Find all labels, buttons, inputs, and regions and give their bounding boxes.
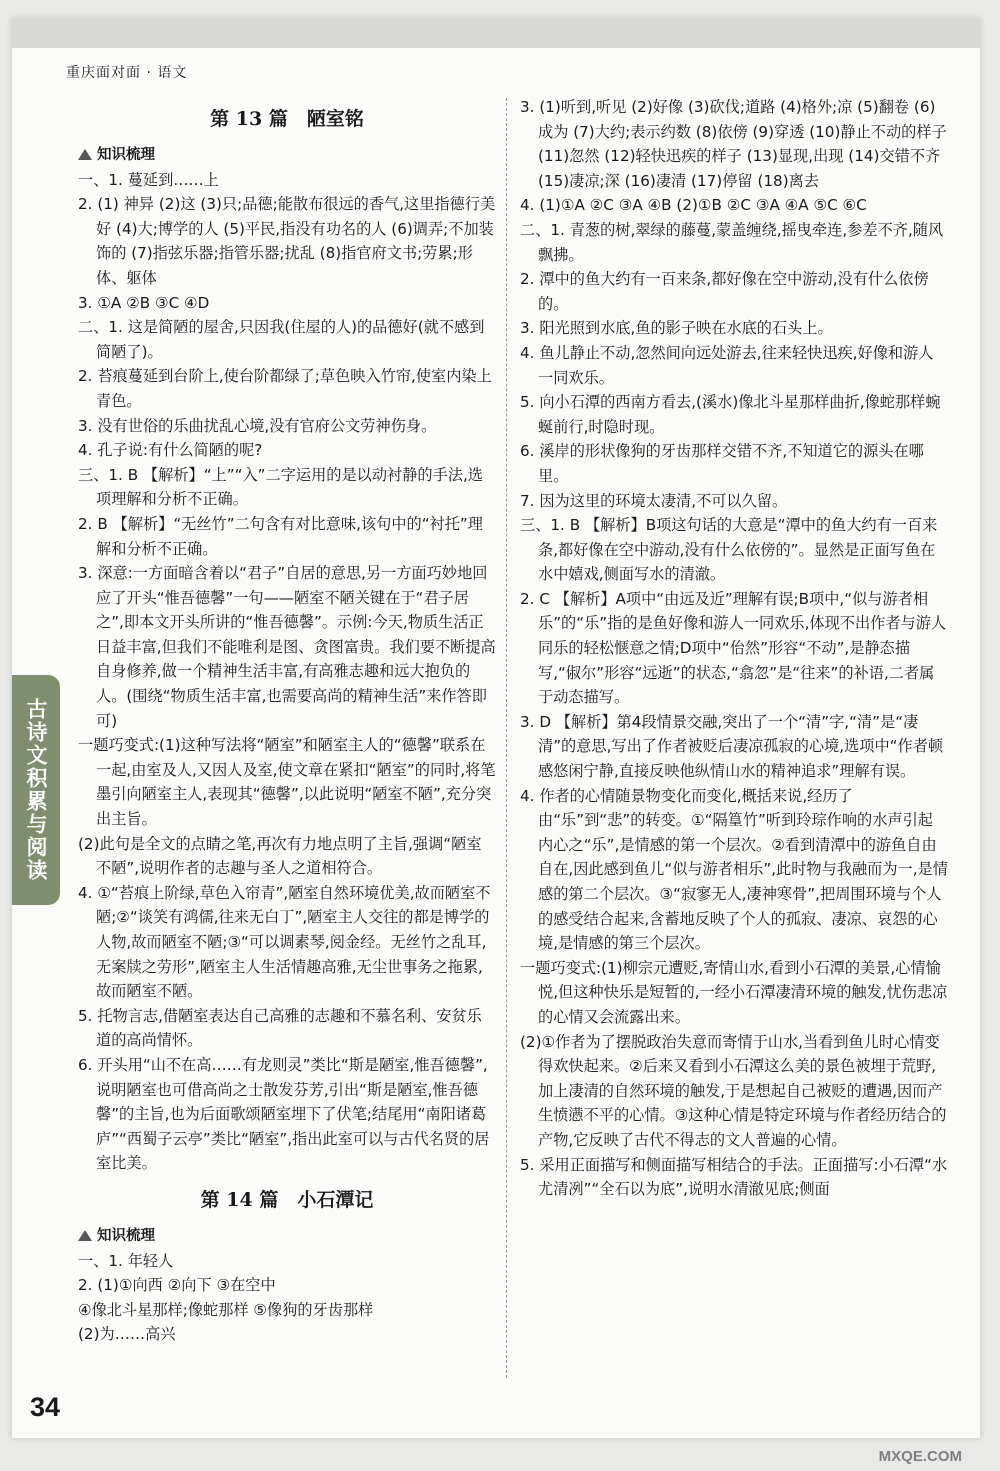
answer-line: 5. 向小石潭的西南方看去,(溪水)像北斗星那样曲折,像蛇那样蜿蜒前行,时隐时现。: [520, 393, 941, 436]
triangle-icon: [78, 149, 92, 160]
answer-line: 3. 深意:一方面暗含着以“君子”自居的意思,另一方面巧妙地回应了开头“惟吾德馨”一句——陋室不陋关键在于“君子居之”,即本文开头所讲的“惟吾德馨”。示例:今天,物质生活正日益丰富,但我们不能唯利是图、贪图富贵。我们要不断提高自身修养,做一个精神生活丰富,有高雅志趣和远大抱负的人。(围绕“物质生活丰富,也需要高尚的精神生活”来作答即可): [78, 564, 496, 730]
answer-line: 三、1. B 【解析】“上”“入”二字运用的是以动衬静的手法,选项理解和分析不正确。: [78, 465, 483, 509]
answer-line: 4. (1)①A ②C ③A ④B (2)①B ②C ③A ④A ⑤C ⑥C: [520, 196, 867, 215]
answer-line: 一、1. 蔓延到……上: [78, 170, 219, 189]
answer-line: 二、1. 青葱的树,翠绿的藤蔓,蒙盖缠绕,摇曳牵连,参差不齐,随风飘拂。: [520, 220, 944, 264]
answer-line: (2)①作者为了摆脱政治失意而寄情于山水,当看到鱼儿时心情变得欢快起来。②后来又看到小石潭这么美的景色被埋于荒野,加上凄清的自然环境的触发,于是想起自己被贬的遭遇,因而产生愤懑不平的心情。③这种心情是特定环境与作者经历结合的产物,它反映了古代不得志的文人普遍的心情。: [520, 1032, 947, 1149]
answer-line: 3. D 【解析】第4段情景交融,突出了一个“清”字,“清”是“凄清”的意思,写出了作者被贬后凄凉孤寂的心境,选项中“作者顿感悠闲宁静,直接反映他纵情山水的精神追求”理解有误。: [520, 712, 944, 781]
top-band: [12, 18, 980, 48]
running-header: 重庆面对面 · 语文: [66, 65, 188, 81]
right-answers: [520, 95, 948, 1202]
side-tab: 古诗文积累与阅读: [12, 675, 60, 905]
answer-line: 2. (1) 神异 (2)这 (3)只;品德;能散布很远的香气,这里指德行美好 (4)大;博学的人 (5)平民,指没有功名的人 (6)调弄;不加装饰的 (7)指弦乐器;指管乐器;扰乱 (8)指官府文书;劳累;形体、躯体: [78, 195, 496, 287]
answer-line: 2. B 【解析】“无丝竹”二句含有对比意味,该句中的“衬托”理解和分析不正确。: [78, 514, 483, 558]
answer-line: 6. 溪岸的形状像狗的牙齿那样交错不齐,不知道它的源头在哪里。: [520, 442, 924, 485]
answer-line: 3. 没有世俗的乐曲扰乱心境,没有官府公文劳神伤身。: [78, 416, 437, 435]
section-heading: 知识梳理: [78, 143, 496, 168]
answer-line: 4. 孔子说:有什么简陋的呢?: [78, 441, 263, 460]
answer-line: 3. (1)听到,听见 (2)好像 (3)砍伐;道路 (4)格外;凉 (5)翻卷 (6)成为 (7)大约;表示约数 (8)依傍 (9)穿透 (10)静止不动的样子 (11)忽然 (12)轻快迅疾的样子 (13)显现,出现 (14)交错不齐 (15)凄凉;深 (16)凄清 (17)停留 (18)离去: [520, 98, 947, 190]
answer-line: 三、1. B 【解析】B项这句话的大意是“潭中的鱼大约有一百来条,都好像在空中游动,没有什么依傍的”。显然是正面写鱼在水中嬉戏,侧面写水的清澈。: [520, 516, 938, 584]
answer-line: 2. 潭中的鱼大约有一百来条,都好像在空中游动,没有什么依傍的。: [520, 270, 929, 313]
answer-line: 4. 作者的心情随景物变化而变化,概括来说,经历了由“乐”到“悲”的转变。①“隔篁竹”听到玲琮作响的水声引起内心之“乐”,是情感的第一个层次。②看到清潭中的游鱼自由自在,因此感到鱼儿“似与游者相乐”,此时物与我融而为一,是情感的第二个层次。③“寂寥无人,凄神寒骨”,把周围环境与个人的感受结合起来,含蓄地反映了个人的孤寂、凄凉、哀怨的心境,是情感的第三个层次。: [520, 786, 948, 953]
section-heading: 知识梳理: [78, 1224, 496, 1249]
answer-line: 2. C 【解析】A项中“由远及近”理解有误;B项中,“似与游者相乐”的“乐”指的是鱼好像和游人一同欢乐,体现不出作者与游人同乐的轻松惬意之情;D项中“佁然”形容“不动”,是静态描写,“俶尔”形容“远逝”的状态,“翕忽”是“往来”的补语,二者属于动态描写。: [520, 589, 947, 707]
article-title-13: 第 13 篇 陋室铭: [210, 108, 364, 130]
right-column: [520, 95, 948, 1202]
triangle-icon: [78, 1230, 92, 1241]
answer-line: 6. 开头用“山不在高……有龙则灵”类比“斯是陋室,惟吾德馨”,说明陋室也可借高尚之士散发芬芳,引出“斯是陋室,惟吾德馨”的主旨,也为后面歌颂陋室埋下了伏笔;结尾用“南阳诸葛庐”“西蜀子云亭”类比“陋室”,指出此室可以与古代名贤的居室比美。: [78, 1055, 490, 1173]
article-title-14: 第 14 篇 小石潭记: [200, 1188, 374, 1211]
answer-line: 一、1. 年轻人: [78, 1251, 174, 1270]
watermark: MXQE.COM: [878, 1448, 962, 1465]
answer-line: 4. 鱼儿静止不动,忽然间向远处游去,往来轻快迅疾,好像和游人一同欢乐。: [520, 343, 934, 387]
answer-line: ④像北斗星那样;像蛇那样 ⑤像狗的牙齿那样: [78, 1300, 374, 1319]
left-answers-13: [78, 168, 496, 1176]
answer-line: (2)为……高兴: [78, 1325, 176, 1344]
answer-line: 2. (1)①向西 ②向下 ③在空中: [78, 1276, 276, 1295]
answer-line: 一题巧变式:(1)这种写法将“陋室”和陋室主人的“德馨”联系在一起,由室及人,又因人及室,使文章在紧扣“陋室”的同时,将笔墨引向陋室主人,表现其“德馨”,以此说明“陋室不陋”,充分突出主旨。: [78, 736, 496, 829]
left-column: [78, 95, 496, 1347]
answer-line: 4. ①“苔痕上阶绿,草色入帘青”,陋室自然环境优美,故而陋室不陋;②“谈笑有鸿儒,往来无白丁”,陋室主人交往的都是博学的人物,故而陋室不陋;③“可以调素琴,阅金经。无丝竹之乱耳,无案牍之劳形”,陋室主人生活情趣高雅,无尘世事务之拖累,故而陋室不陋。: [78, 883, 491, 1001]
answer-line: 一题巧变式:(1)柳宗元遭贬,寄情山水,看到小石潭的美景,心情愉悦,但这种快乐是短暂的,一经小石潭凄清环境的触发,忧伤悲凉的心情又会流露出来。: [520, 958, 948, 1026]
answer-line: 3. 阳光照到水底,鱼的影子映在水底的石头上。: [520, 319, 833, 338]
answer-line: 5. 托物言志,借陋室表达自己高雅的志趣和不慕名利、安贫乐道的高尚情怀。: [78, 1006, 482, 1050]
answer-line: 3. ①A ②B ③C ④D: [78, 293, 210, 312]
left-answers-14: [78, 1249, 496, 1347]
answer-line: 2. 苔痕蔓延到台阶上,使台阶都绿了;草色映入竹帘,使室内染上青色。: [78, 367, 492, 410]
answer-line: 二、1. 这是简陋的屋舍,只因我(住屋的人)的品德好(就不感到简陋了)。: [78, 318, 485, 361]
answer-line: 7. 因为这里的环境太凄清,不可以久留。: [520, 491, 788, 510]
page-number: 34: [30, 1392, 61, 1422]
answer-line: 5. 采用正面描写和侧面描写相结合的手法。正面描写:小石潭“水尤清冽”“全石以为底”,说明水清澈见底;侧面: [520, 1155, 948, 1199]
column-divider: [506, 98, 507, 1378]
answer-line: (2)此句是全文的点睛之笔,再次有力地点明了主旨,强调“陋室不陋”,说明作者的志趣与圣人之道相符合。: [78, 834, 482, 878]
